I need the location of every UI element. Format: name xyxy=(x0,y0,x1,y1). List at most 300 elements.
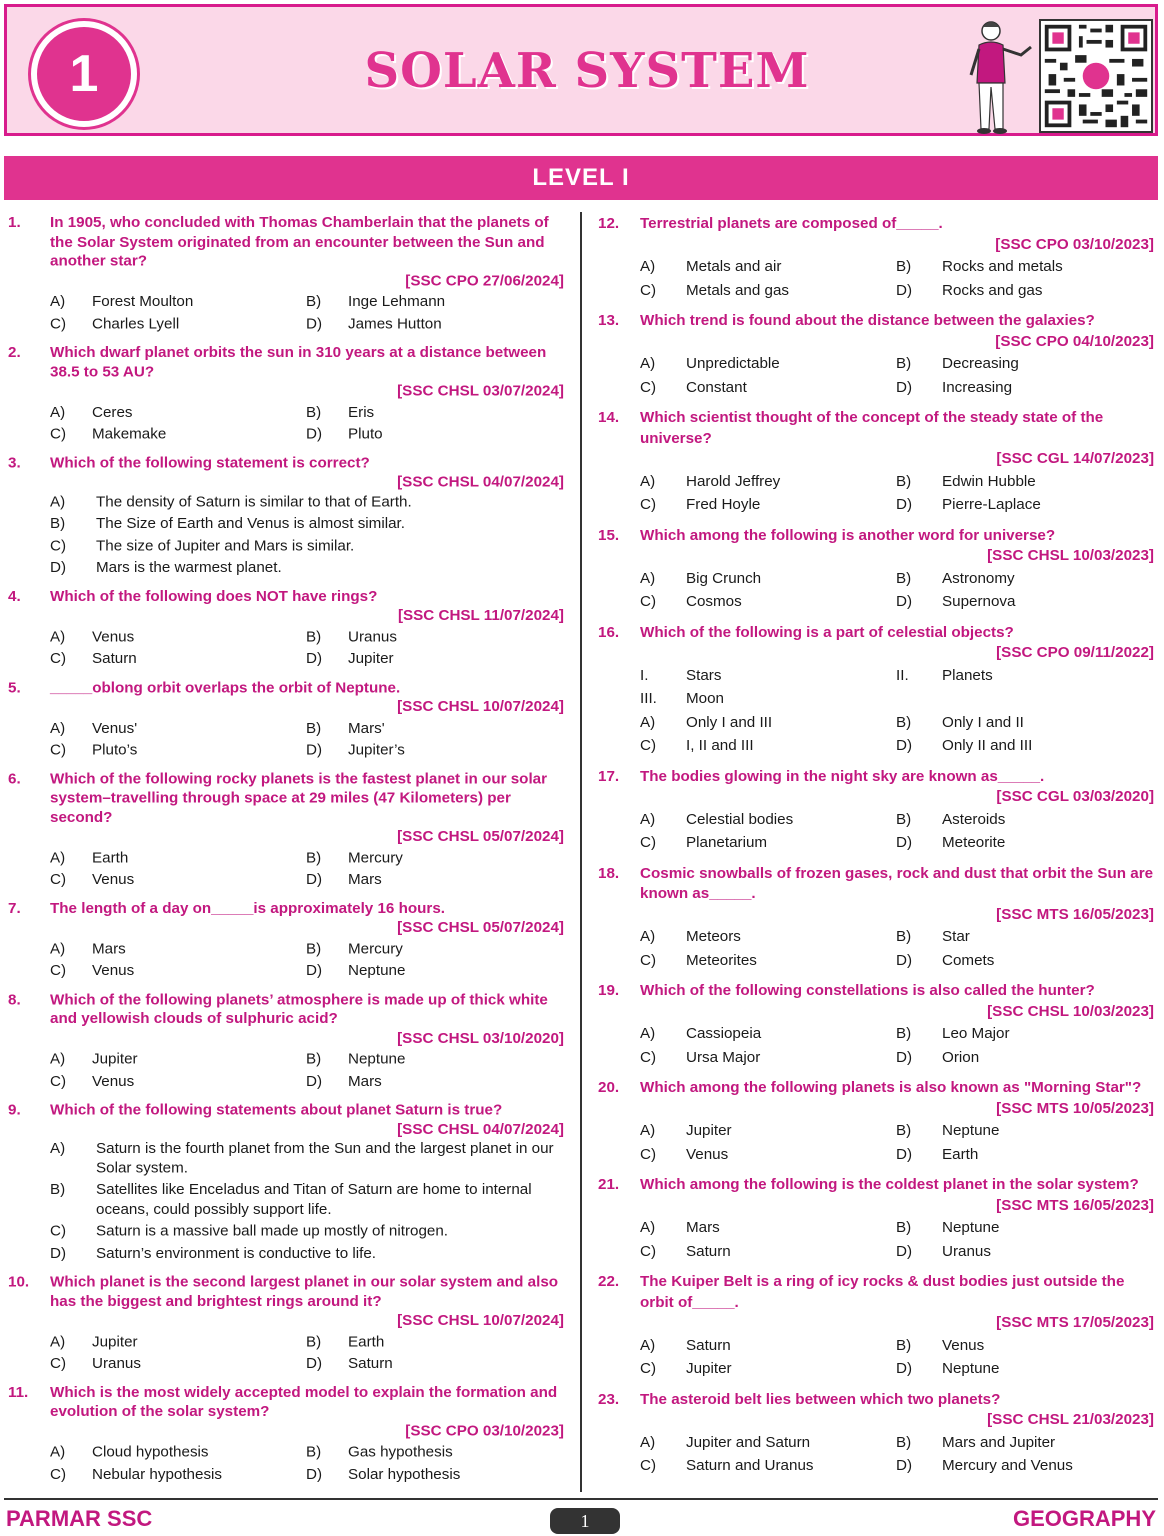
option-text: Jupiter xyxy=(348,651,394,667)
left-question-column xyxy=(8,214,564,1494)
question-text xyxy=(640,408,1154,470)
option-letter: B) xyxy=(896,569,912,587)
question-text-content: Which of the following rocky planets is the fastest planet in our solar system–travelling through space at 29 miles (47 Kilometers) per second? xyxy=(50,770,548,826)
question-item xyxy=(598,981,1154,1068)
option-text: Mars xyxy=(348,1073,382,1090)
teacher-illustration-icon xyxy=(957,17,1037,137)
question-text-content: Which of the following planets’ atmosphere is made up of thick white and yellowish clouds of sulphuric acid? xyxy=(50,991,548,1027)
question-text xyxy=(50,770,564,847)
option-text: Saturn is a massive ball made up mostly of nitrogen. xyxy=(96,1223,449,1240)
option-letter: A) xyxy=(50,628,66,645)
question-text-content: Which trend is found about the distance between the galaxies? xyxy=(640,312,1095,329)
question-text-content: Which among the following planets is also known as "Morning Star"? xyxy=(640,1079,1142,1096)
option-list xyxy=(8,493,564,579)
option-text: Pluto’s xyxy=(92,742,138,759)
option-letter: D) xyxy=(896,281,913,299)
option-text: Fred Hoyle xyxy=(686,496,761,513)
option-text: Mars xyxy=(686,1219,720,1236)
question-text xyxy=(50,454,564,493)
option-text: Uranus xyxy=(942,1242,991,1260)
exam-reference: [SSC CHSL 05/07/2024] xyxy=(397,828,564,845)
option-letter: D) xyxy=(896,1145,913,1163)
option-letter: I. xyxy=(640,666,649,684)
option-text: Saturn xyxy=(348,1355,393,1372)
option-text: Solar hypothesis xyxy=(348,1466,461,1483)
option-row xyxy=(50,493,564,512)
question-text xyxy=(50,900,564,939)
option-text: The size of Jupiter and Mars is similar. xyxy=(96,537,355,554)
question-text xyxy=(50,679,564,718)
option-text: Cassiopeia xyxy=(686,1025,762,1042)
option-letter: A) xyxy=(640,1122,656,1139)
question-text xyxy=(640,214,1154,255)
option-letter: C) xyxy=(640,1048,657,1066)
exam-reference: [SSC CHSL 03/10/2020] xyxy=(397,1030,564,1047)
option-letter: D) xyxy=(896,1048,913,1066)
option-letter: D) xyxy=(896,378,913,396)
option-letter: B) xyxy=(896,810,912,828)
option-letter: D) xyxy=(896,593,913,610)
option-grid xyxy=(8,403,564,444)
option-text: Mars and Jupiter xyxy=(942,1433,1056,1451)
option-text: Pluto xyxy=(348,426,383,443)
question-text-content: The bodies glowing in the night sky are known as_____. xyxy=(640,767,1045,785)
question-text-content: _____oblong orbit overlaps the orbit of Neptune. xyxy=(50,679,401,696)
page-number: 1 xyxy=(550,1508,620,1534)
question-item xyxy=(8,991,564,1092)
option-letter: B) xyxy=(896,1122,912,1139)
question-item xyxy=(8,588,564,670)
option-letter: A) xyxy=(640,928,656,945)
option-letter xyxy=(896,689,942,710)
option-letter: A) xyxy=(640,1025,656,1042)
option-letter: A) xyxy=(50,1333,66,1350)
option-text: Jupiter xyxy=(92,1051,138,1068)
option-text: Venus xyxy=(942,1336,985,1354)
option-grid xyxy=(8,1050,564,1091)
question-text-content: Which of the following constellations is also called the hunter? xyxy=(640,982,1095,999)
question-number: 13. xyxy=(598,312,620,329)
option-letter: C) xyxy=(50,742,67,759)
option-text: Celestial bodies xyxy=(686,810,794,828)
qr-code-icon[interactable] xyxy=(1039,19,1153,133)
option-letter: C) xyxy=(50,315,67,332)
exam-reference: [SSC CHSL 03/07/2024] xyxy=(397,383,564,400)
option-text: Earth xyxy=(92,849,129,866)
option-letter: D) xyxy=(306,871,323,888)
option-text: Planets xyxy=(942,666,993,684)
exam-reference: [SSC MTS 10/05/2023] xyxy=(996,1099,1154,1117)
option-letter: C) xyxy=(50,537,67,554)
option-text: Decreasing xyxy=(942,355,1019,372)
option-letter: D) xyxy=(896,834,913,851)
question-number: 22. xyxy=(598,1273,620,1290)
exam-reference: [SSC CHSL 10/07/2024] xyxy=(397,698,564,715)
chapter-header xyxy=(4,4,1158,136)
exam-reference: [SSC CGL 03/03/2020] xyxy=(996,788,1154,805)
option-letter: A) xyxy=(640,1219,656,1236)
option-text: I, II and III xyxy=(686,737,754,754)
option-text: Mars xyxy=(348,871,382,888)
option-letter: A) xyxy=(50,293,66,310)
question-text-content: Which is the most widely accepted model to explain the formation and evolution of the solar system? xyxy=(50,1384,558,1420)
option-text: Ceres xyxy=(92,404,133,421)
option-letter: C) xyxy=(640,737,657,754)
question-number: 18. xyxy=(598,864,620,882)
option-grid xyxy=(8,719,564,760)
exam-reference: [SSC MTS 16/05/2023] xyxy=(996,1196,1154,1214)
question-number: 20. xyxy=(598,1079,620,1096)
option-text: Saturn is the fourth planet from the Sun and the largest planet in our Solar system. xyxy=(96,1140,554,1176)
option-text: Saturn xyxy=(92,651,137,667)
option-text: Supernova xyxy=(942,593,1016,610)
option-text: Mars' xyxy=(348,720,385,737)
option-letter: B) xyxy=(896,1219,912,1236)
question-text xyxy=(640,311,1154,352)
exam-reference: [SSC MTS 16/05/2023] xyxy=(996,905,1154,923)
option-grid xyxy=(598,1433,1154,1477)
option-text: Planetarium xyxy=(686,834,768,851)
option-row xyxy=(50,1140,564,1179)
option-letter: B) xyxy=(306,720,322,737)
question-number: 21. xyxy=(598,1176,620,1193)
chapter-title: SOLAR SYSTEM xyxy=(364,43,810,99)
option-text: Inge Lehmann xyxy=(348,293,446,310)
option-letter: A) xyxy=(50,493,66,510)
option-text: Edwin Hubble xyxy=(942,472,1036,490)
option-text: Star xyxy=(942,928,970,945)
option-row xyxy=(50,537,564,556)
option-letter: C) xyxy=(50,426,67,443)
option-grid xyxy=(598,257,1154,301)
option-text: Big Crunch xyxy=(686,569,762,587)
option-text: Venus xyxy=(92,963,135,979)
option-letter: A) xyxy=(50,1444,66,1461)
option-letter: A) xyxy=(50,849,66,866)
question-number: 2. xyxy=(8,344,21,361)
option-letter: B) xyxy=(306,1333,322,1350)
option-text: Venus xyxy=(92,871,135,888)
option-text: Only I and III xyxy=(686,713,773,731)
option-text: Saturn and Uranus xyxy=(686,1457,814,1474)
option-grid xyxy=(8,1333,564,1374)
question-text-content: The asteroid belt lies between which two planets? xyxy=(640,1390,1001,1408)
option-grid xyxy=(598,1336,1154,1380)
option-text: Pierre-Laplace xyxy=(942,496,1041,513)
option-letter: D) xyxy=(896,496,913,513)
question-number: 14. xyxy=(598,409,620,426)
option-text: Ursa Major xyxy=(686,1048,761,1066)
question-item xyxy=(598,1078,1154,1165)
option-letter: D) xyxy=(306,651,323,667)
question-item xyxy=(8,1101,564,1264)
question-number: 7. xyxy=(8,900,21,917)
option-letter: C) xyxy=(50,871,67,888)
question-item xyxy=(8,214,564,334)
option-letter: A) xyxy=(50,720,66,737)
option-grid xyxy=(598,666,1154,757)
option-letter: A) xyxy=(640,472,656,490)
option-text: Forest Moulton xyxy=(92,293,194,310)
question-text-content: Which of the following is a part of celestial objects? xyxy=(640,623,1014,641)
option-letter: B) xyxy=(896,1336,912,1354)
question-number: 11. xyxy=(8,1384,29,1401)
option-grid xyxy=(598,569,1154,613)
option-letter: B) xyxy=(896,1433,912,1451)
option-text: Cosmos xyxy=(686,593,742,610)
question-item xyxy=(598,1390,1154,1477)
question-item xyxy=(8,679,564,761)
exam-reference: [SSC CGL 14/07/2023] xyxy=(996,450,1154,467)
question-text xyxy=(640,1272,1154,1334)
question-number: 17. xyxy=(598,767,620,785)
option-text: Uranus xyxy=(92,1355,141,1372)
option-text: Jupiter’s xyxy=(348,742,405,759)
option-text: Moon xyxy=(686,690,724,707)
option-text: Orion xyxy=(942,1048,980,1066)
exam-reference: [SSC CHSL 11/07/2024] xyxy=(397,607,564,624)
option-row xyxy=(50,1181,564,1220)
question-text xyxy=(50,991,564,1049)
question-item xyxy=(8,344,564,445)
exam-reference: [SSC CHSL 10/07/2024] xyxy=(397,1312,564,1329)
question-text-content: Which of the following statement is correct? xyxy=(50,455,370,472)
option-letter: D) xyxy=(50,559,67,576)
option-text: Mars xyxy=(92,940,126,957)
exam-reference: [SSC CPO 27/06/2024] xyxy=(405,272,564,289)
question-text xyxy=(640,981,1154,1022)
option-text: Neptune xyxy=(348,1051,406,1068)
question-number: 15. xyxy=(598,526,620,544)
option-text: James Hutton xyxy=(348,315,442,332)
option-text: Rocks and metals xyxy=(942,258,1063,275)
option-text: Meteors xyxy=(686,928,741,945)
option-grid xyxy=(598,927,1154,971)
option-letter: B) xyxy=(306,849,322,866)
question-text-content: Terrestrial planets are composed of_____. xyxy=(640,215,943,232)
question-text-content: Which planet is the second largest planet in our solar system and also has the biggest and brightest rings around it? xyxy=(50,1274,559,1310)
footer-brand: PARMAR SSC xyxy=(6,1506,153,1531)
option-grid xyxy=(598,810,1154,854)
option-text: Jupiter xyxy=(686,1122,732,1139)
question-text xyxy=(640,1390,1154,1431)
option-letter: D) xyxy=(306,315,323,332)
question-text xyxy=(640,1078,1154,1119)
question-text xyxy=(50,214,564,291)
question-number: 23. xyxy=(598,1390,620,1408)
option-text: Mercury xyxy=(348,849,403,866)
right-question-column xyxy=(598,214,1154,1487)
question-item xyxy=(8,770,564,890)
option-text: Mercury xyxy=(348,940,403,957)
option-text: Uranus xyxy=(348,628,397,645)
option-letter: B) xyxy=(306,404,322,421)
option-text: Cloud hypothesis xyxy=(92,1444,209,1461)
exam-reference: [SSC CPO 03/10/2023] xyxy=(405,1423,564,1440)
option-letter: A) xyxy=(640,569,656,587)
option-letter: III. xyxy=(640,690,657,707)
footer-subject: GEOGRAPHY xyxy=(1012,1506,1156,1531)
option-list xyxy=(8,1140,564,1264)
option-letter: C) xyxy=(50,1223,67,1240)
question-text-content: Which dwarf planet orbits the sun in 310 years at a distance between 38.5 to 53 AU? xyxy=(50,344,547,380)
option-letter: C) xyxy=(640,496,657,513)
option-letter: C) xyxy=(640,1360,657,1377)
question-number: 5. xyxy=(8,679,21,696)
level-heading: LEVEL I xyxy=(4,156,1158,200)
question-item xyxy=(598,864,1154,972)
option-letter: C) xyxy=(50,963,67,979)
option-row xyxy=(50,1244,564,1263)
option-letter: A) xyxy=(640,713,656,731)
footer-divider xyxy=(4,1498,1158,1500)
exam-reference: [SSC CPO 04/10/2023] xyxy=(995,332,1154,350)
option-text: Eris xyxy=(348,404,375,421)
option-letter: C) xyxy=(640,281,657,299)
question-text xyxy=(50,588,564,627)
option-letter: B) xyxy=(896,472,912,490)
option-letter: B) xyxy=(306,940,322,957)
option-grid xyxy=(598,1024,1154,1068)
option-text: Neptune xyxy=(348,963,406,979)
option-text: Mercury and Venus xyxy=(942,1457,1073,1474)
option-text: Venus xyxy=(686,1145,729,1163)
option-letter: A) xyxy=(50,404,66,421)
exam-reference: [SSC CHSL 21/03/2023] xyxy=(987,1411,1154,1428)
question-number: 9. xyxy=(8,1102,21,1119)
option-text: Saturn’s environment is conductive to life. xyxy=(96,1245,376,1262)
column-divider xyxy=(580,212,582,1492)
question-item xyxy=(598,311,1154,398)
option-letter: C) xyxy=(640,1457,657,1474)
option-letter: D) xyxy=(896,951,913,969)
exam-reference: [SSC CHSL 04/07/2024] xyxy=(397,1121,564,1138)
option-text: Constant xyxy=(686,378,747,396)
option-text: Earth xyxy=(348,1333,385,1350)
question-item xyxy=(598,526,1154,613)
option-letter: B) xyxy=(50,515,66,532)
option-letter: D) xyxy=(306,742,323,759)
option-text: Jupiter xyxy=(92,1333,138,1350)
option-grid xyxy=(598,354,1154,398)
question-text-content: In 1905, who concluded with Thomas Chamberlain that the planets of the Solar System originated from an encounter between the Sun and another star? xyxy=(50,214,549,270)
option-text: Metals and air xyxy=(686,258,782,275)
question-text-content: Which among the following is another word for universe? xyxy=(640,526,1056,544)
option-text: Satellites like Enceladus and Titan of Saturn are home to internal oceans, could possibly support life. xyxy=(96,1181,532,1218)
question-number: 12. xyxy=(598,215,620,232)
option-letter: C) xyxy=(640,1145,657,1163)
option-letter: II. xyxy=(896,666,909,684)
question-text-content: Cosmic snowballs of frozen gases, rock and dust that orbit the Sun are known as_____. xyxy=(640,864,1154,902)
option-letter: D) xyxy=(896,1457,913,1474)
option-letter: D) xyxy=(306,1355,323,1372)
option-letter: A) xyxy=(640,258,656,275)
option-letter: B) xyxy=(306,1444,322,1461)
option-text: Gas hypothesis xyxy=(348,1444,453,1461)
option-row xyxy=(50,559,564,578)
option-letter: A) xyxy=(640,1433,656,1451)
option-grid xyxy=(8,1443,564,1484)
chapter-number-badge: 1 xyxy=(31,21,137,127)
option-text: Comets xyxy=(942,951,995,969)
option-letter: D) xyxy=(896,737,913,754)
option-text: Neptune xyxy=(942,1122,1000,1139)
option-letter: C) xyxy=(640,834,657,851)
question-number: 1. xyxy=(8,214,21,231)
option-grid xyxy=(598,1218,1154,1262)
option-letter: D) xyxy=(306,426,323,443)
option-text: Makemake xyxy=(92,426,167,443)
question-item xyxy=(8,1384,564,1485)
option-text: Jupiter xyxy=(686,1360,732,1377)
question-text-content: The Kuiper Belt is a ring of icy rocks & dust bodies just outside the orbit of_____. xyxy=(640,1273,1125,1311)
option-text: Neptune xyxy=(942,1360,1000,1377)
option-letter: B) xyxy=(50,1181,66,1198)
question-number: 16. xyxy=(598,623,620,641)
question-text xyxy=(640,623,1154,664)
question-item xyxy=(8,900,564,982)
option-grid xyxy=(598,1121,1154,1165)
option-row xyxy=(50,515,564,534)
option-grid xyxy=(8,940,564,981)
option-letter: B) xyxy=(896,1025,912,1042)
option-text: The density of Saturn is similar to that of Earth. xyxy=(96,493,412,510)
option-letter: A) xyxy=(50,1140,66,1157)
option-text: Harold Jeffrey xyxy=(686,472,781,490)
option-letter: D) xyxy=(50,1245,67,1262)
option-text: Increasing xyxy=(942,378,1013,396)
option-grid xyxy=(8,849,564,890)
option-text: Jupiter and Saturn xyxy=(686,1433,811,1451)
question-text-content: Which scientist thought of the concept of the steady state of the universe? xyxy=(640,409,1104,447)
question-number: 4. xyxy=(8,588,21,605)
option-text: Venus' xyxy=(92,720,138,737)
option-letter: B) xyxy=(896,713,912,731)
option-letter: B) xyxy=(306,293,322,310)
question-number: 6. xyxy=(8,770,21,787)
question-item xyxy=(598,623,1154,757)
option-letter: A) xyxy=(50,1051,66,1068)
question-item xyxy=(598,1272,1154,1380)
question-text xyxy=(50,344,564,402)
question-text-content: The length of a day on_____is approximately 16 hours. xyxy=(50,900,445,917)
option-text: Venus xyxy=(92,1073,135,1090)
option-letter: B) xyxy=(896,355,912,372)
option-letter: C) xyxy=(50,1355,67,1372)
option-text: Saturn xyxy=(686,1336,731,1354)
option-letter: C) xyxy=(50,651,67,667)
option-row xyxy=(50,1222,564,1241)
question-text xyxy=(50,1273,564,1331)
option-text: Unpredictable xyxy=(686,355,780,372)
option-text: Saturn xyxy=(686,1242,731,1260)
option-text xyxy=(942,689,1154,710)
option-text: Only II and III xyxy=(942,737,1033,754)
option-text: Neptune xyxy=(942,1219,1000,1236)
option-letter: A) xyxy=(640,810,656,828)
option-letter: C) xyxy=(640,378,657,396)
question-item xyxy=(598,1175,1154,1262)
question-item xyxy=(598,767,1154,854)
option-letter: C) xyxy=(640,951,657,969)
exam-reference: [SSC CHSL 10/03/2023] xyxy=(987,547,1154,564)
option-text: Mars is the warmest planet. xyxy=(96,559,282,576)
option-text: The Size of Earth and Venus is almost similar. xyxy=(96,515,405,532)
question-item xyxy=(598,214,1154,301)
exam-reference: [SSC CHSL 10/03/2023] xyxy=(987,1002,1154,1020)
option-text: Metals and gas xyxy=(686,281,789,299)
option-text: Charles Lyell xyxy=(92,315,180,332)
